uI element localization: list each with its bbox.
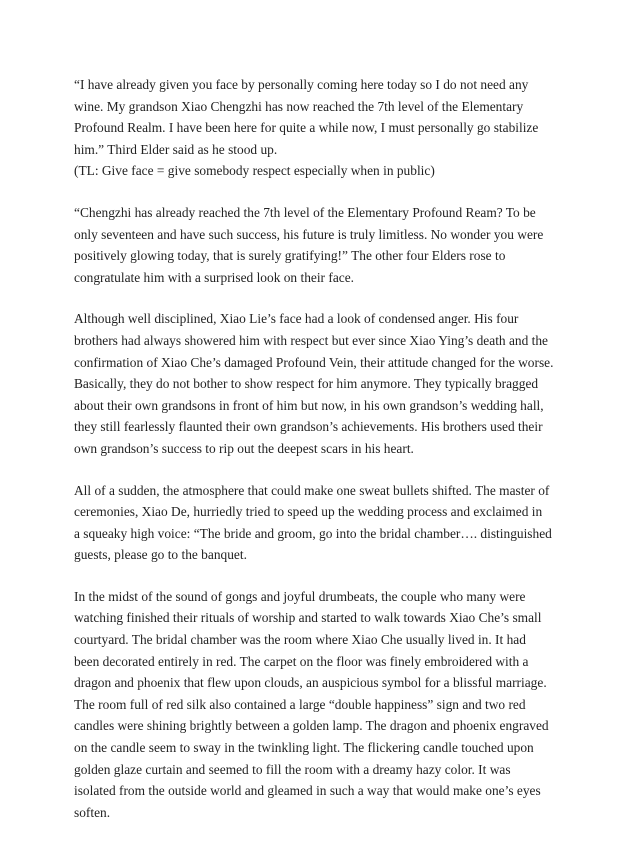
text-line: positively glowing today, that is surely gratifying!” The other four Elders rose to [74, 248, 506, 264]
text-line: confirmation of Xiao Che’s damaged Profound Vein, their attitude changed for the worse. [74, 354, 554, 370]
paragraph-4 [74, 480, 564, 566]
text-line: “I have already given you face by personally coming here today so I do not need any [74, 77, 529, 92]
text-line: only seventeen and have such success, his future is truly limitless. No wonder you were [74, 226, 544, 242]
text-line: wine. My grandson Xiao Chengzhi has now reached the 7th level of the Elementary [74, 98, 524, 114]
text-line: dragon and phoenix that flew upon clouds, an auspicious symbol for a blissful marriage. [74, 675, 547, 691]
paragraph-1 [74, 74, 564, 182]
text-line: soften. [74, 804, 111, 820]
text-line: watching finished their rituals of worship and started to walk towards Xiao Che’s small [74, 610, 542, 626]
text-line: guests, please go to the banquet. [74, 547, 247, 563]
text-line: on the candle seem to sway in the twinkling light. The flickering candle touched upon [74, 740, 534, 756]
text-line: Profound Realm. I have been here for quite a while now, I must personally go stabilize [74, 120, 539, 136]
text-line: been decorated entirely in red. The carpet on the floor was finely embroidered with a [74, 653, 529, 669]
text-line: All of a sudden, the atmosphere that could make one sweat bullets shifted. The master of [74, 482, 550, 498]
text-line: a squeaky high voice: “The bride and groom, go into the bridal chamber…. distinguished [74, 525, 552, 541]
text-line: (TL: Give face = give somebody respect especially when in public) [74, 163, 435, 179]
text-line: courtyard. The bridal chamber was the room where Xiao Che usually lived in. It had [74, 632, 526, 648]
text-line: ceremonies, Xiao De, hurriedly tried to speed up the wedding process and exclaimed in [74, 504, 543, 520]
text-line: Basically, they do not bother to show respect for him anymore. They typically bragged [74, 376, 539, 392]
text-line: candles were shining brightly between a golden lamp. The dragon and phoenix engraved [74, 718, 549, 734]
text-line: congratulate him with a surprised look on their face. [74, 269, 355, 285]
text-line: In the midst of the sound of gongs and joyful drumbeats, the couple who many were [74, 588, 526, 604]
text-line: about their own grandsons in front of him but now, in his own grandson’s wedding hall, [74, 397, 544, 413]
text-line: they still fearlessly flaunted their own grandson’s achievements. His brothers used their [74, 419, 543, 435]
text-line: “Chengzhi has already reached the 7th level of the Elementary Profound Ream? To be [74, 204, 536, 220]
paragraph-5 [74, 586, 564, 824]
paragraph-2 [74, 202, 564, 288]
text-line: The room full of red silk also contained a large “double happiness” sign and two red [74, 696, 526, 712]
text-line: own grandson’s success to rip out the deepest scars in his heart. [74, 440, 414, 456]
document-body [74, 74, 564, 843]
paragraph-3 [74, 308, 564, 459]
text-line: him.” Third Elder said as he stood up. [74, 141, 278, 157]
text-line: golden glaze curtain and seemed to fill the room with a dreamy hazy color. It was [74, 761, 511, 777]
text-line: isolated from the outside world and gleamed in such a way that would make one’s eyes [74, 783, 541, 799]
text-line: brothers had always showered him with respect but ever since Xiao Ying’s death and the [74, 332, 548, 348]
text-line: Although well disciplined, Xiao Lie’s face had a look of condensed anger. His four [74, 311, 519, 327]
